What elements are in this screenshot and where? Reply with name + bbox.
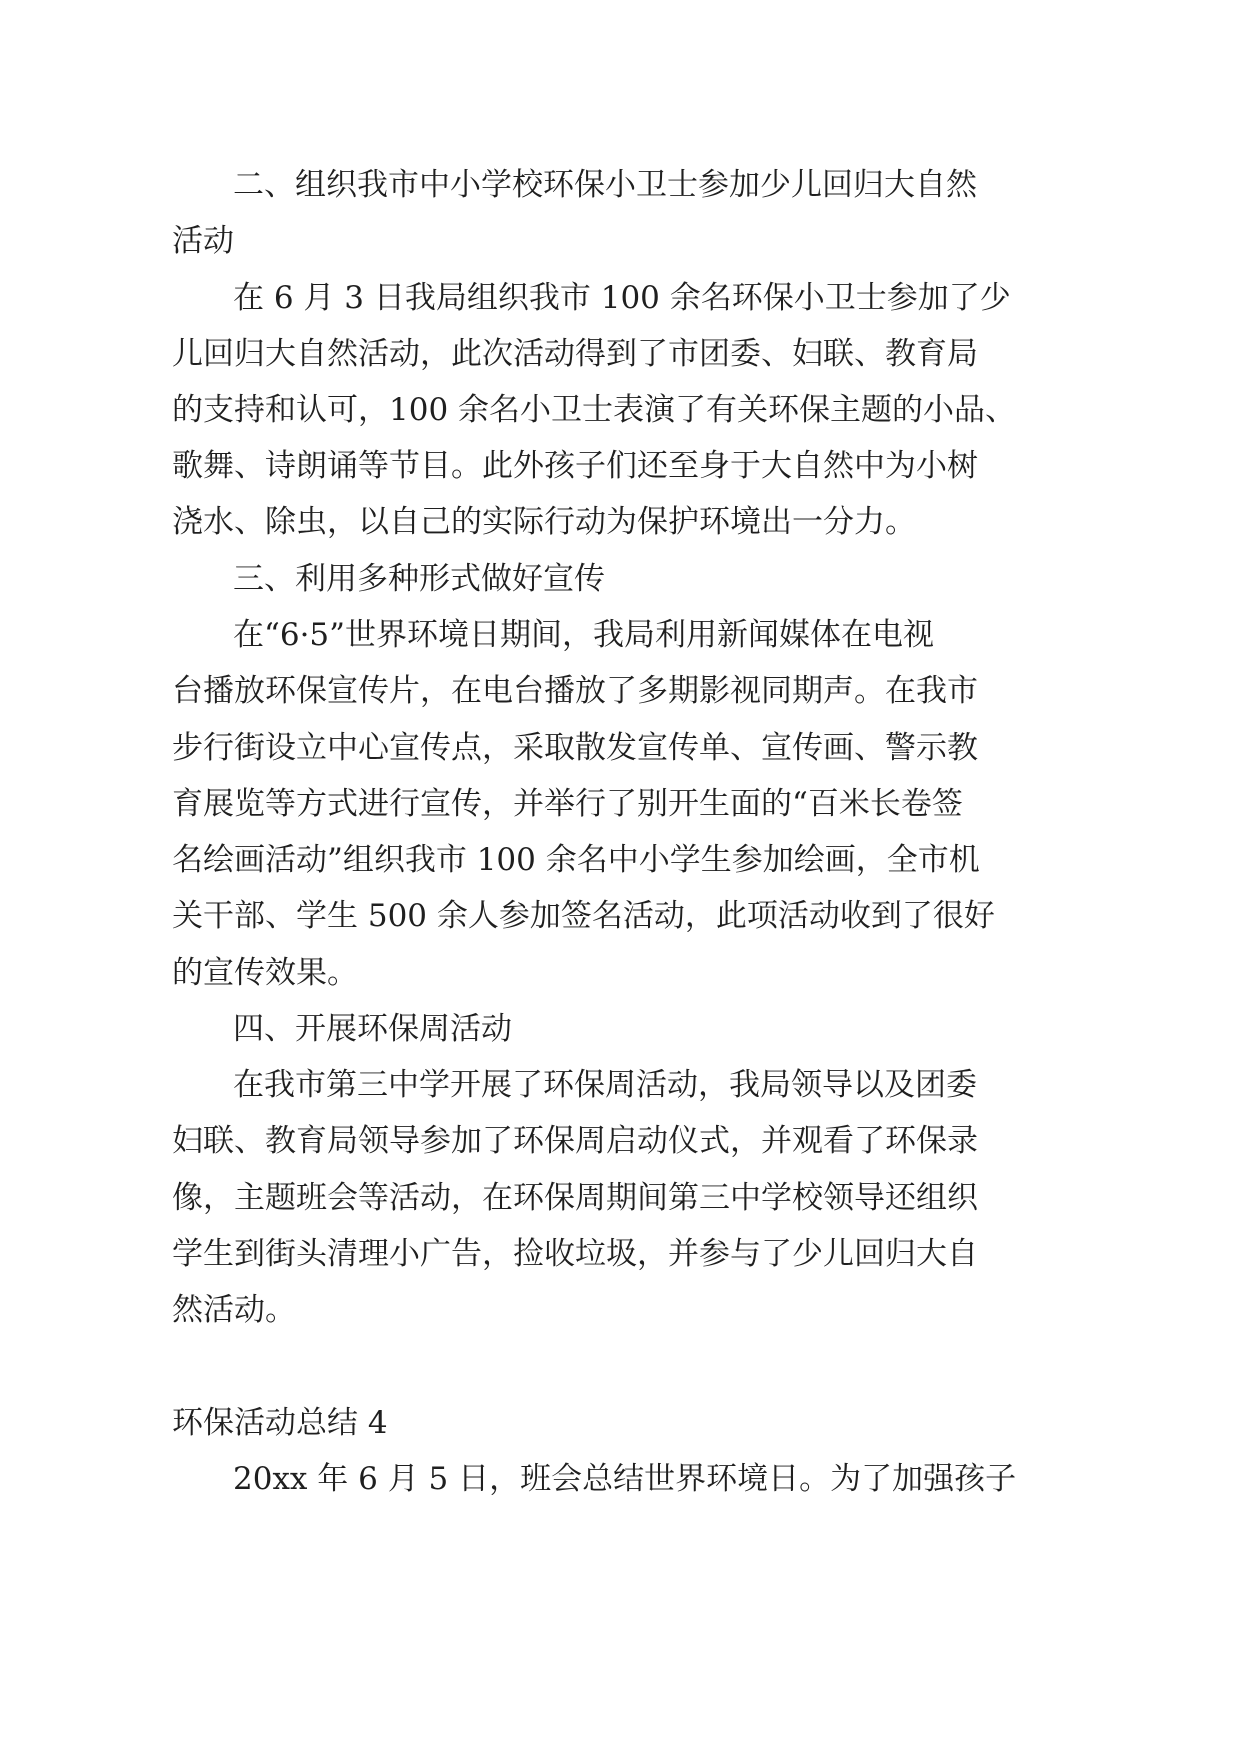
paragraph-line: 20xx 年 6 月 5 日，班会总结世界环境日。为了加强孩子: [233, 1461, 1017, 1497]
paragraph-line: 妇联、教育局领导参加了环保周启动仪式，并观看了环保录: [172, 1123, 978, 1159]
paragraph-line: 学生到街头清理小广告，捡收垃圾，并参与了少儿回归大自: [172, 1236, 978, 1272]
paragraph-line: 歌舞、诗朗诵等节目。此外孩子们还至身于大自然中为小树: [172, 448, 978, 484]
section-heading-4: 四、开展环保周活动: [233, 1011, 512, 1047]
paragraph-line: 育展览等方式进行宣传，并举行了别开生面的“百米长卷签: [172, 786, 963, 822]
paragraph-line: 关干部、学生 500 余人参加签名活动，此项活动收到了很好: [172, 898, 995, 934]
paragraph-line: 像，主题班会等活动，在环保周期间第三中学校领导还组织: [172, 1180, 978, 1216]
section-heading-3: 三、利用多种形式做好宣传: [233, 561, 605, 597]
section-heading-2-cont: 活动: [172, 223, 234, 259]
paragraph-line: 在“6·5”世界环境日期间，我局利用新闻媒体在电视: [233, 617, 934, 653]
paragraph-line: 浇水、除虫，以自己的实际行动为保护环境出一分力。: [172, 504, 916, 540]
paragraph-line: 儿回归大自然活动，此次活动得到了市团委、妇联、教育局: [172, 336, 978, 372]
paragraph-line: 在 6 月 3 日我局组织我市 100 余名环保小卫士参加了少: [233, 280, 1011, 316]
paragraph-line: 然活动。: [172, 1292, 296, 1328]
section-heading-2: 二、组织我市中小学校环保小卫士参加少儿回归大自然: [233, 167, 977, 203]
paragraph-line: 步行街设立中心宣传点，采取散发宣传单、宣传画、警示教: [172, 730, 978, 766]
paragraph-line: 台播放环保宣传片，在电台播放了多期影视同期声。在我市: [172, 673, 978, 709]
paragraph-line: 名绘画活动”组织我市 100 余名中小学生参加绘画，全市机: [172, 842, 980, 878]
paragraph-line: 的支持和认可，100 余名小卫士表演了有关环保主题的小品、: [172, 392, 1017, 428]
article-title: 环保活动总结 4: [172, 1405, 388, 1441]
paragraph-line: 的宣传效果。: [172, 955, 358, 991]
paragraph-line: 在我市第三中学开展了环保周活动，我局领导以及团委: [233, 1067, 977, 1103]
